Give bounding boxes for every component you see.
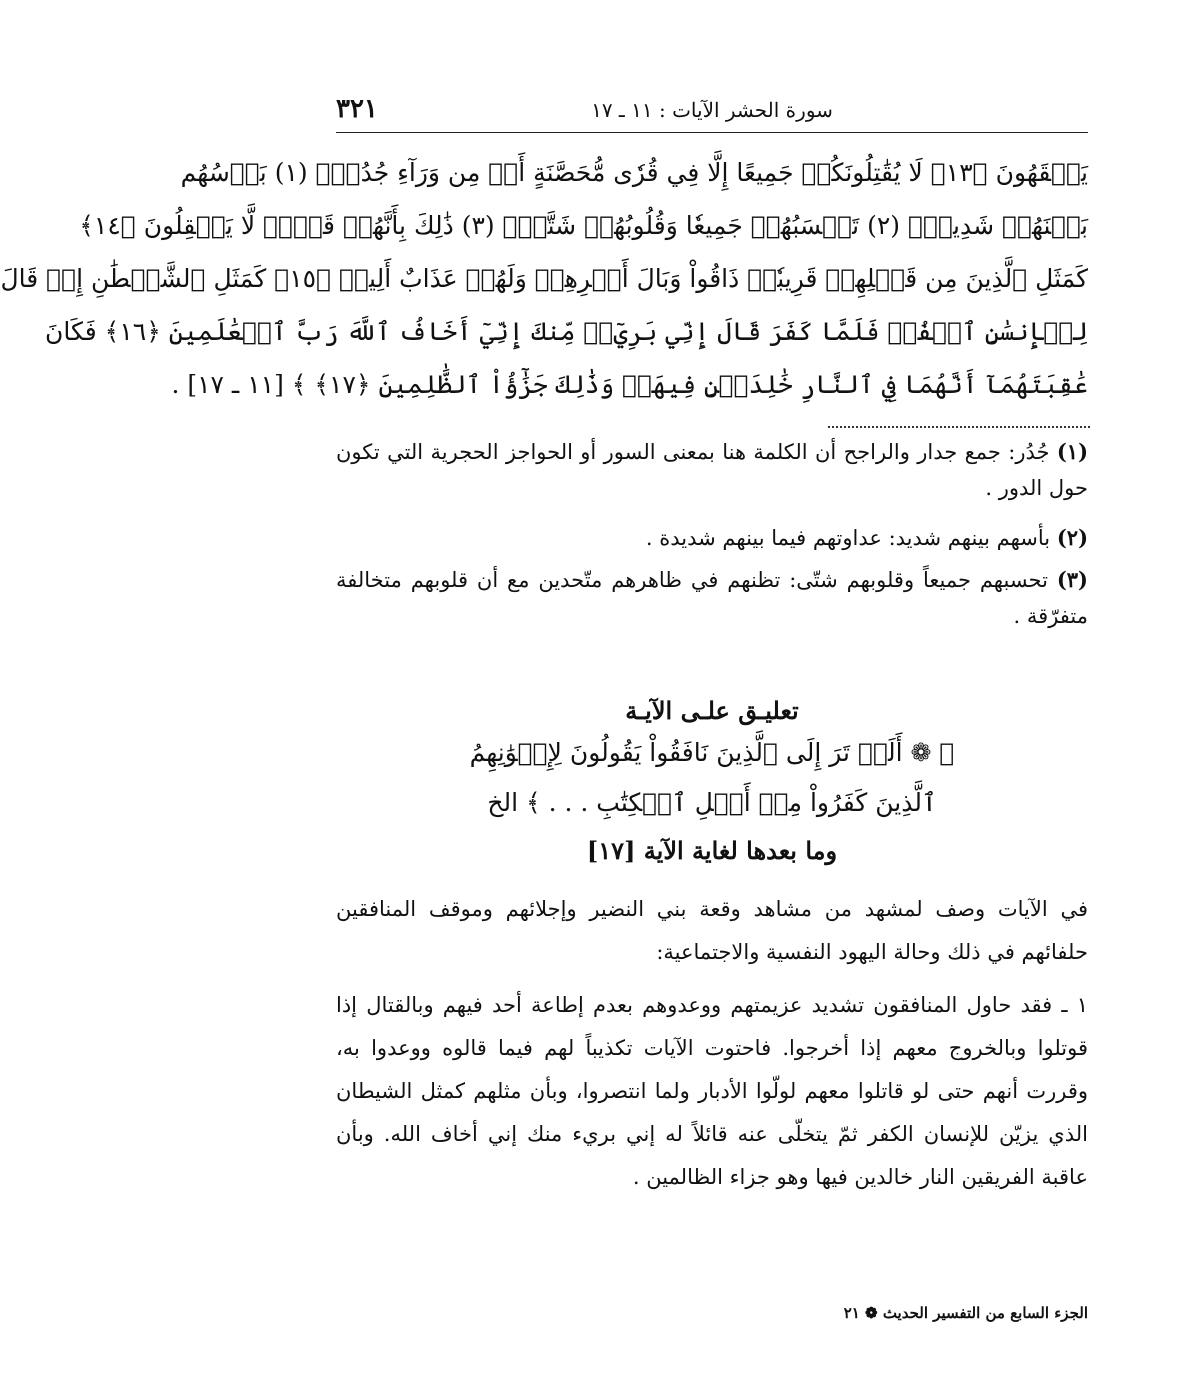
footnote-1-number: (١) <box>1056 439 1088 464</box>
commentary-verse-line-2: ٱلَّذِينَ كَفَرُواْ مِنۡ أَهۡلِ ٱلۡكِتَٰبِ . . . ﴾ الخ <box>487 788 937 817</box>
commentary-title: تعليـق علـى الآيـة <box>625 696 799 725</box>
surah-title: سورة الحشر الآيات : ١١ ـ ١٧ <box>591 98 833 122</box>
footnote-1-text: جُدُر: جمع جدار والراجح أن الكلمة هنا بمعنى السور أو الحواجز الحجرية التي تكون حول الدور . <box>336 440 1088 500</box>
commentary-verse-line-1: ﴿ ❁ أَلَمۡ تَرَ إِلَى ٱلَّذِينَ نَافَقُواْ يَقُولُونَ لِإِخۡوَٰنِهِمُ <box>469 738 955 767</box>
footnote-3-number: (٣) <box>1056 567 1088 592</box>
page-header <box>336 92 1088 133</box>
page-number: ٣٢١ <box>336 94 378 124</box>
footnote-1 <box>336 434 1088 506</box>
commentary-subtitle: وما بعدها لغاية الآية [١٧] <box>586 836 838 865</box>
quran-line-1: يَفۡقَهُونَ ﴿١٣﴾ لَا يُقَٰتِلُونَكُمۡ جَمِيعًا إِلَّا فِي قُرٗى مُّحَصَّنَةٍ أَوۡ مِن وَرَآءِ جُدُرِۢ (١) بَأۡسُهُم <box>180 158 1088 187</box>
quran-line-5: عَٰقِبَتَهُمَآ أَنَّهُمَا فِي ٱلنَّارِ خَٰلِدَيۡنِ فِيهَاۚ وَذَٰلِكَ جَزَٰٓؤُاْ ٱلظَّٰلِمِينَ ﴿١٧﴾ ﴾ [١١ ـ ١٧] . <box>171 370 1088 399</box>
commentary-paragraph-2: ١ ـ فقد حاول المنافقون تشديد عزيمتهم ووعدوهم بعدم إطاعة أحد فيهم وبالقتال إذا قوتلوا وبالخروج معهم إذا أخرجوا. فاحتوت الآيات تكذيباً لهم فيما قالوه ووعدوا به، وقررت أنهم حتى لو قاتلوا معهم لولّوا الأدبار ولما انتصروا، وبأن مثلهم كمثل الشيطان الذي يزيّن للإنسان الكفر ثمّ يتخلّى عنه قائلاً له إني بريء منك إني أخاف الله. وبأن عاقبة الفريقين النار خالدين فيها وهو جزاء الظالمين . <box>336 993 1089 1189</box>
footnote-3 <box>336 562 1088 634</box>
footnote-2-text: بأسهم بينهم شديد: عداوتهم فيما بينهم شديدة . <box>645 526 1051 550</box>
footnote-separator <box>828 426 1090 428</box>
page-footer: الجزء السابع من التفسير الحديث ❁ ٢١ <box>843 1304 1088 1322</box>
quran-line-2: بَيۡنَهُمۡ شَدِيدٞۚ (٢) تَحۡسَبُهُمۡ جَمِيعٗا وَقُلُوبُهُمۡ شَتَّىٰۚ (٣) ذَٰلِكَ بِأَنَّهُمۡ قَوۡمٞ لَّا يَعۡقِلُونَ ﴿١٤﴾ <box>79 211 1088 240</box>
footnote-3-text: تحسبهم جميعاً وقلوبهم شتّى: تظنهم في ظاهرهم متّحدين مع أن قلوبهم متخالفة متفرّقة . <box>336 568 1088 628</box>
commentary-paragraph-1: في الآيات وصف لمشهد من مشاهد وقعة بني النضير وإجلائهم وموقف المنافقين حلفائهم في ذلك وحالة اليهود النفسية والاجتماعية: <box>336 897 1088 964</box>
quran-line-4: لِلۡإِنسَٰنِ ٱكۡفُرۡ فَلَمَّا كَفَرَ قَالَ إِنِّي بَرِيٓءٞ مِّنكَ إِنِّيٓ أَخَافُ ٱللَّهَ رَبَّ ٱلۡعَٰلَمِينَ ﴿١٦﴾ فَكَانَ <box>44 317 1088 346</box>
footnote-2-number: (٢) <box>1056 525 1088 550</box>
quran-verses-block <box>0 146 1088 411</box>
footnote-2 <box>336 520 1088 556</box>
quran-line-3: كَمَثَلِ ٱلَّذِينَ مِن قَبۡلِهِمۡ قَرِيبٗاۖ ذَاقُواْ وَبَالَ أَمۡرِهِمۡ وَلَهُمۡ عَذَابٌ أَلِيمٞ ﴿١٥﴾ كَمَثَلِ ٱلشَّيۡطَٰنِ إِذۡ قَالَ <box>0 264 1088 293</box>
